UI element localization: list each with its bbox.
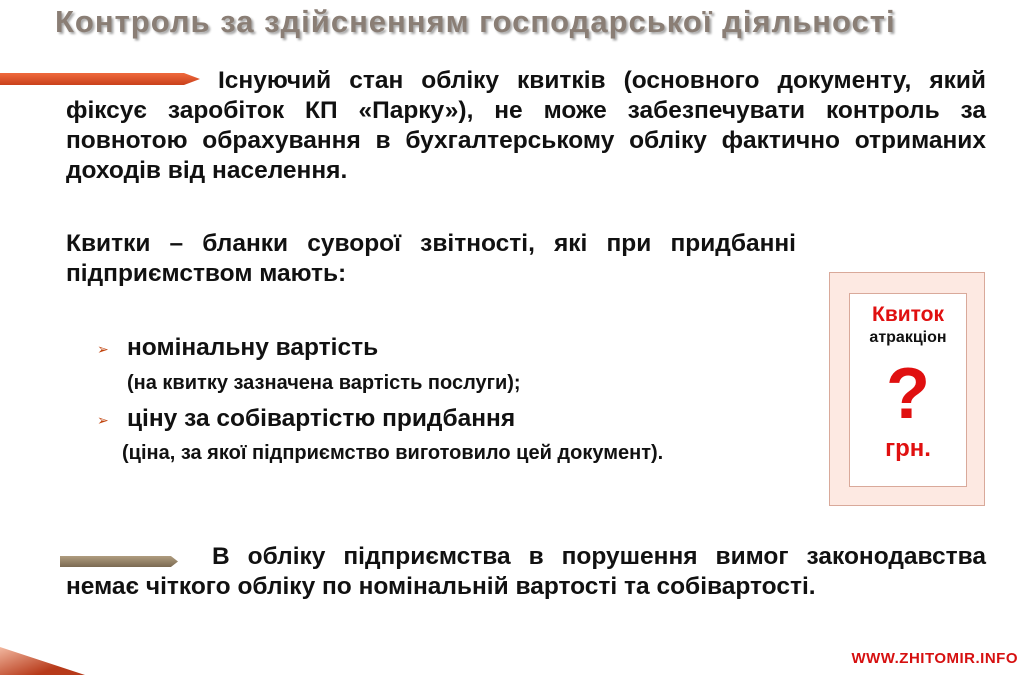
- paragraph-tickets-line1: Квитки – бланки суворої звітності, які при придбанні: [66, 230, 796, 257]
- decorative-corner: [0, 647, 85, 675]
- ticket-title: Квиток: [872, 303, 944, 326]
- bullet-note-nominal-value: (на квитку зазначена вартість послуги);: [127, 372, 521, 394]
- paragraph-accounting-violation: В обліку підприємства в порушення вимог законодавства немає чіткого обліку по номінальній вартості та собівартості.: [66, 543, 986, 600]
- ticket-illustration: [829, 272, 985, 506]
- paragraph-ticket-accounting: Існуючий стан обліку квитків (основного документу, який фіксує заробіток КП «Парку»), не може забезпечувати контроль за повнотою обрахування в бухгалтерському обліку фактично отриманих доходів від населення.: [66, 67, 986, 184]
- bullet-arrow-icon: ➢: [97, 412, 109, 428]
- paragraph-tickets-definition: [66, 229, 796, 289]
- bullet-note-cost-price: (ціна, за якої підприємство виготовило цей документ).: [122, 442, 664, 464]
- ticket-subtitle: атракціон: [869, 329, 947, 346]
- ticket-card: [849, 293, 967, 487]
- ticket-currency: грн.: [885, 435, 931, 462]
- bullet-item-cost-price: ціну за собівартістю придбання: [127, 405, 516, 432]
- bullet-item-nominal-value: номінальну вартість: [127, 334, 379, 361]
- ticket-price-question-mark: ?: [886, 354, 930, 434]
- paragraph-tickets-line2: підприємством мають:: [66, 260, 347, 287]
- slide-title: Контроль за здійсненням господарської діяльності: [55, 4, 896, 39]
- site-watermark: WWW.ZHITOMIR.INFO: [851, 650, 1018, 667]
- bullet-arrow-icon: ➢: [97, 341, 109, 357]
